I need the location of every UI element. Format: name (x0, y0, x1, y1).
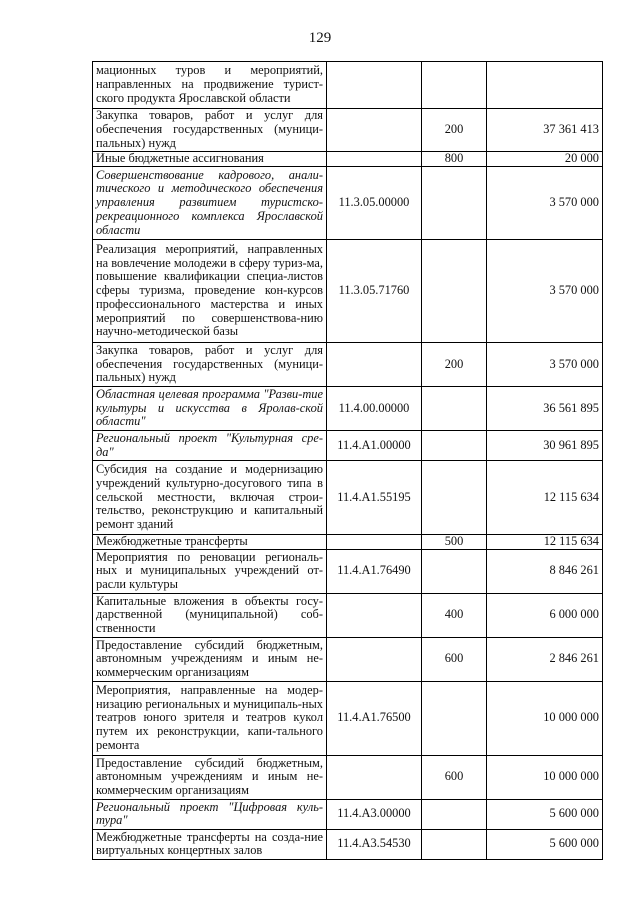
budget-table (92, 61, 603, 860)
table-row (93, 109, 603, 152)
row-name: Областная целевая программа "Разви-тие культуры и искусства в Яролав-ской области" (93, 387, 327, 431)
row-expense-type (422, 799, 487, 829)
table-row (93, 240, 603, 343)
row-name: Предоставление субсидий бюджетным, автономным учреждениям и иным не-коммерческим организациям (93, 755, 327, 799)
row-code (327, 637, 422, 681)
row-sum: 2 846 261 (487, 637, 603, 681)
row-name: Реализация мероприятий, направленных на вовлечение молодежи в сферу туриз-ма, повышение квалификации специа-листов сферы туризма, проведение кон-курсов профессионального мастерства и иных мероприятий по совершенствова-нию научно-методической базы (93, 240, 327, 343)
row-code (327, 109, 422, 152)
row-expense-type: 200 (422, 343, 487, 387)
table-row (93, 799, 603, 829)
row-sum: 37 361 413 (487, 109, 603, 152)
row-sum: 6 000 000 (487, 593, 603, 637)
row-code (327, 535, 422, 550)
row-name: Закупка товаров, работ и услуг для обеспечения государственных (муници-пальных) нужд (93, 343, 327, 387)
row-expense-type (422, 167, 487, 240)
row-name: Мероприятия по реновации региональ-ных и муниципальных учреждений от-расли культуры (93, 549, 327, 593)
row-name: Совершенствование кадрового, анали-тического и методического обеспечения управления развитием туристско-рекреационного комплекса Ярославской области (93, 167, 327, 240)
row-expense-type (422, 829, 487, 859)
row-code (327, 755, 422, 799)
table-row (93, 431, 603, 461)
row-expense-type (422, 62, 487, 109)
row-expense-type: 600 (422, 755, 487, 799)
row-sum: 8 846 261 (487, 549, 603, 593)
row-sum: 12 115 634 (487, 535, 603, 550)
row-name: Субсидия на создание и модернизацию учреждений культурно-досугового типа в сельской местности, включая строи-тельство, реконструкцию и капитальный ремонт зданий (93, 461, 327, 535)
table-row (93, 681, 603, 755)
row-expense-type (422, 240, 487, 343)
row-sum: 12 115 634 (487, 461, 603, 535)
row-code: 11.4.А3.54530 (327, 829, 422, 859)
table-row (93, 829, 603, 859)
row-code: 11.4.А3.00000 (327, 799, 422, 829)
row-name: мационных туров и мероприятий, направленных на продвижение турист-ского продукта Ярославской области (93, 62, 327, 109)
row-name: Межбюджетные трансферты на созда-ние виртуальных концертных залов (93, 829, 327, 859)
row-expense-type (422, 387, 487, 431)
table-row (93, 62, 603, 109)
row-code (327, 593, 422, 637)
budget-table-body (93, 62, 603, 860)
table-row (93, 461, 603, 535)
row-expense-type: 600 (422, 637, 487, 681)
table-row (93, 535, 603, 550)
page-number: 129 (308, 30, 332, 46)
table-row (93, 343, 603, 387)
row-name: Межбюджетные трансферты (93, 535, 327, 550)
table-row (93, 387, 603, 431)
row-expense-type (422, 549, 487, 593)
row-expense-type (422, 431, 487, 461)
row-code: 11.3.05.71760 (327, 240, 422, 343)
table-row (93, 152, 603, 167)
row-sum: 5 600 000 (487, 799, 603, 829)
row-sum: 3 570 000 (487, 240, 603, 343)
row-sum: 36 561 895 (487, 387, 603, 431)
row-sum: 20 000 (487, 152, 603, 167)
row-expense-type (422, 681, 487, 755)
row-name: Мероприятия, направленные на модер-низацию региональных и муниципаль-ных театров юного зрителя и театров кукол путем их реконструкции, капи-тального ремонта (93, 681, 327, 755)
table-row (93, 167, 603, 240)
row-code (327, 62, 422, 109)
row-name: Предоставление субсидий бюджетным, автономным учреждениям и иным не-коммерческим организациям (93, 637, 327, 681)
row-sum: 30 961 895 (487, 431, 603, 461)
row-name: Иные бюджетные ассигнования (93, 152, 327, 167)
row-code: 11.4.А1.00000 (327, 431, 422, 461)
row-code: 11.4.А1.76500 (327, 681, 422, 755)
row-sum: 10 000 000 (487, 681, 603, 755)
row-sum: 3 570 000 (487, 343, 603, 387)
row-name: Региональный проект "Культурная сре-да" (93, 431, 327, 461)
row-expense-type: 400 (422, 593, 487, 637)
row-code: 11.4.А1.55195 (327, 461, 422, 535)
row-sum: 5 600 000 (487, 829, 603, 859)
table-row (93, 593, 603, 637)
row-code (327, 343, 422, 387)
row-code (327, 152, 422, 167)
row-expense-type (422, 461, 487, 535)
table-row (93, 637, 603, 681)
row-expense-type: 800 (422, 152, 487, 167)
row-expense-type: 200 (422, 109, 487, 152)
row-name: Региональный проект "Цифровая куль-тура" (93, 799, 327, 829)
table-row (93, 549, 603, 593)
row-expense-type: 500 (422, 535, 487, 550)
row-sum (487, 62, 603, 109)
row-code: 11.4.А1.76490 (327, 549, 422, 593)
table-row (93, 755, 603, 799)
row-name: Капитальные вложения в объекты госу-дарственной (муниципальной) соб-ственности (93, 593, 327, 637)
row-sum: 10 000 000 (487, 755, 603, 799)
row-code: 11.4.00.00000 (327, 387, 422, 431)
row-name: Закупка товаров, работ и услуг для обеспечения государственных (муници-пальных) нужд (93, 109, 327, 152)
row-code: 11.3.05.00000 (327, 167, 422, 240)
row-sum: 3 570 000 (487, 167, 603, 240)
